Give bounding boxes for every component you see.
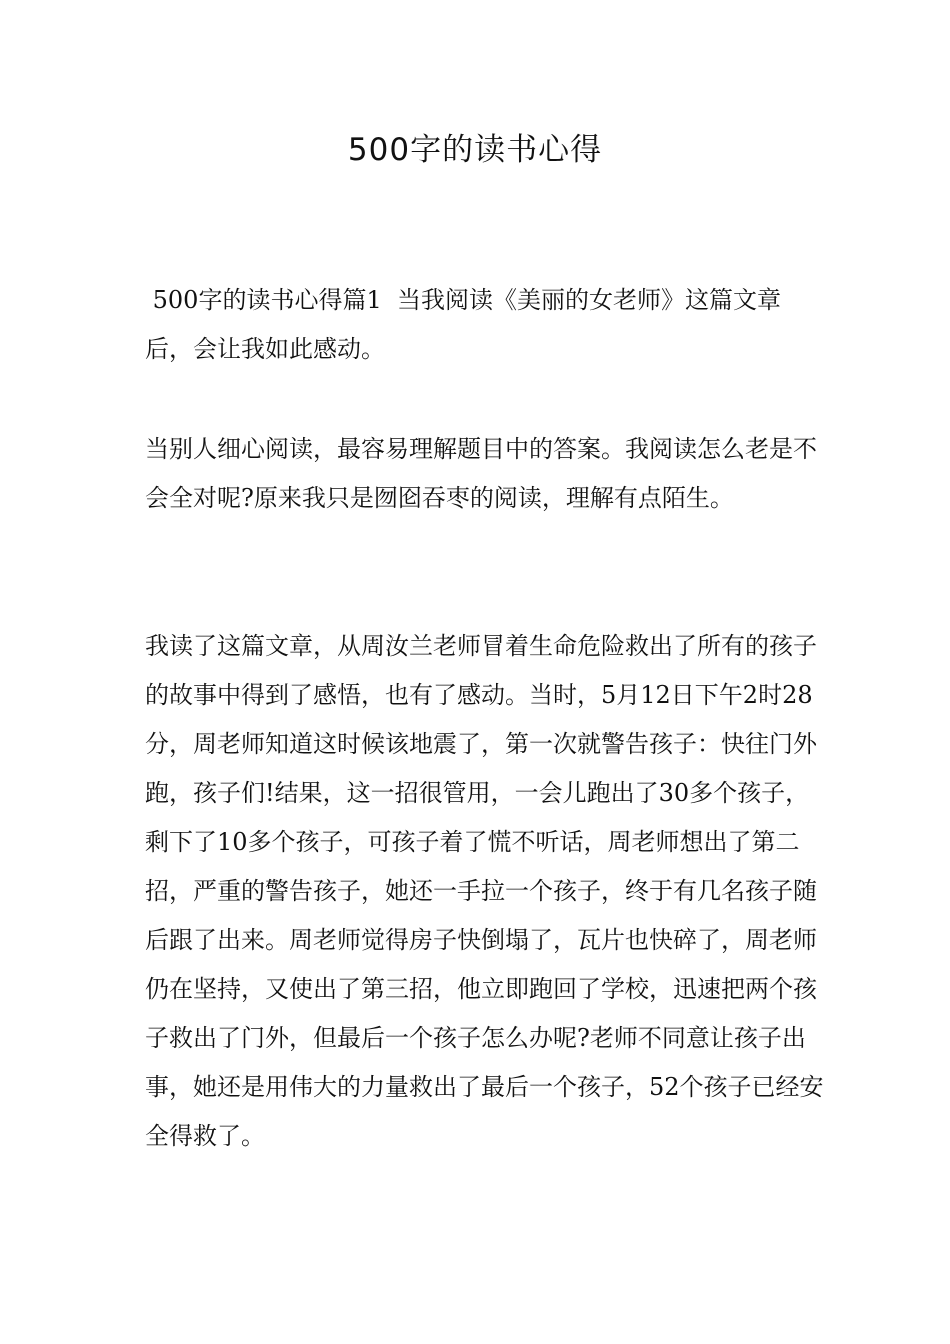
paragraph-2: 当别人细心阅读，最容易理解题目中的答案。我阅读怎么老是不会全对呢?原来我只是囫囵吞枣的阅读，理解有点陌生。 bbox=[145, 435, 817, 512]
document-title: 500字的读书心得 bbox=[347, 132, 603, 168]
paragraph-3: 我读了这篇文章，从周汝兰老师冒着生命危险救出了所有的孩子的故事中得到了感悟，也有了感动。当时，5月12日下午2时28分，周老师知道这时候该地震了，第一次就警告孩子：快往门外跑，孩子们!结果，这一招很管用，一会儿跑出了30多个孩子，剩下了10多个孩子，可孩子着了慌不听话，周老师想出了第二招，严重的警告孩子，她还一手拉一个孩子，终于有几名孩子随后跟了出来。周老师觉得房子快倒塌了，瓦片也快碎了，周老师仍在坚持，又使出了第三招，他立即跑回了学校，迅速把两个孩子救出了门外，但最后一个孩子怎么办呢?老师不同意让孩子出事，她还是用伟大的力量救出了最后一个孩子，52个孩子已经安全得救了。 bbox=[145, 632, 824, 1150]
paragraph-1: 500字的读书心得篇1 当我阅读《美丽的女老师》这篇文章后，会让我如此感动。 bbox=[145, 286, 781, 363]
